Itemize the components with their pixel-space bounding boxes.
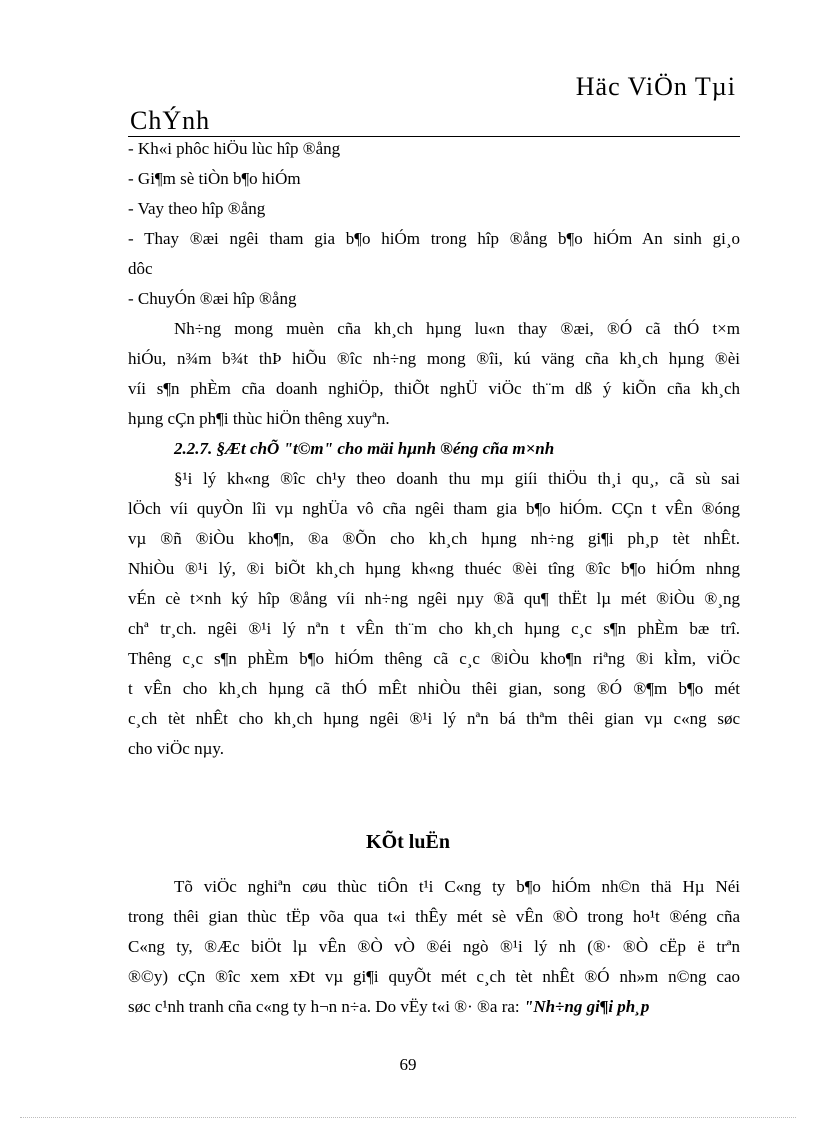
paragraph-line: ®©y) cÇn ®îc xem xÐt vµ gi¶i quyÕt mét c¸ch tèt nhÊt ®Ó nh»m n©ng cao	[128, 967, 740, 986]
header-title-line1: Häc ViÖn Tµi	[575, 72, 736, 101]
paragraph-line: vµ ®ñ ®iÒu kho¶n, ®a ®Õn cho kh¸ch hµng nh÷ng gi¶i ph¸p tèt nhÊt.	[128, 529, 740, 548]
paragraph-text: søc c¹nh tranh cña c«ng ty h¬n n÷a. Do vËy t«i ®· ®a ra:	[128, 997, 524, 1016]
paragraph-line: Thêng c¸c s¶n phÈm b¶o hiÓm thêng cã c¸c ®iÒu kho¶n riªng ®i kÌm, viÖc	[128, 649, 740, 668]
section-heading-conclusion: KÕt luËn	[366, 831, 450, 853]
bullet-item: - Kh«i phôc hiÖu lùc hîp ®ång	[128, 139, 341, 158]
bullet-item: - Gi¶m sè tiÒn b¶o hiÓm	[128, 169, 301, 188]
page-number: 69	[399, 1055, 417, 1074]
paragraph-line: Nh÷ng mong muèn cña kh¸ch hµng lu«n thay ®æi, ®Ó cã thÓ t×m	[174, 319, 740, 338]
paragraph-line: t vÊn cho kh¸ch hµng cã thÓ mÊt nhiÒu thêi gian, song ®Ó ®¶m b¶o mét	[128, 679, 740, 698]
paragraph-line: chª tr¸ch. ngêi ®¹i lý nªn t vÊn th¨m cho kh¸ch hµng c¸c s¶n phÈm bæ trî.	[128, 619, 740, 638]
paragraph-line: lÖch víi quyÒn lîi vµ nghÜa vô cña ngêi tham gia b¶o hiÓm. CÇn t vÊn ®óng	[128, 499, 740, 518]
paragraph-line: Tõ viÖc nghiªn cøu thùc tiÔn t¹i C«ng ty b¶o hiÓm nh©n thä Hµ Néi	[174, 877, 740, 896]
paragraph-line: trong thêi gian thùc tËp võa qua t«i thÊy mét sè vÊn ®Ò trong ho¹t ®éng cña	[128, 907, 740, 926]
paragraph-line	[128, 994, 740, 1020]
header-title	[130, 72, 740, 136]
footer-dotted-line	[20, 1117, 796, 1118]
paragraph-line: C«ng ty, ®Æc biÖt lµ vÊn ®Ò vÒ ®éi ngò ®¹i lý nh (®· ®Ò cËp ë trªn	[128, 937, 740, 956]
bullet-item-continued: dôc	[128, 259, 153, 278]
bullet-item: - ChuyÓn ®æi hîp ®ång	[128, 289, 297, 308]
paragraph-line: NhiÒu ®¹i lý, ®i biÕt kh¸ch hµng kh«ng thuéc ®èi tîng ®îc b¶o hiÓm nhng	[128, 559, 740, 578]
paragraph-line: hµng cÇn ph¶i thùc hiÖn thêng xuyªn.	[128, 409, 390, 428]
bullet-item: - Thay ®æi ngêi tham gia b¶o hiÓm trong hîp ®ång b¶o hiÓm An sinh gi¸o	[128, 229, 740, 248]
paragraph-line: hiÓu, n¾m b¾t thÞ hiÕu ®îc nh÷ng mong ®îi, kú väng cña kh¸ch hµng ®èi	[128, 349, 740, 368]
paragraph-line: c¸ch tèt nhÊt cho kh¸ch hµng ngêi ®¹i lý nªn bá thªm thêi gian vµ c«ng søc	[128, 709, 740, 728]
paragraph-line: vÉn cè t×nh ký hîp ®ång víi nh÷ng ngêi nµy ®ã qu¶ thËt lµ mét ®iÒu ®¸ng	[128, 589, 740, 608]
subheading: 2.2.7. §Æt chÕ "t©m" cho mäi hµnh ®éng cña m×nh	[174, 439, 555, 458]
paragraph-line: víi s¶n phÈm cña doanh nghiÖp, thiÕt nghÜ viÖc th¨m dß ý kiÕn cña kh¸ch	[128, 379, 740, 398]
header-title-line2: ChÝnh	[130, 106, 211, 135]
bullet-item: - Vay theo hîp ®ång	[128, 199, 266, 218]
paragraph-line: cho viÖc nµy.	[128, 739, 225, 758]
emphasis-text: "Nh÷ng gi¶i ph¸p	[523, 997, 650, 1016]
paragraph-line: §¹i lý kh«ng ®îc ch¹y theo doanh thu mµ giíi thiÖu th¸i qu¸, cã sù sai	[174, 469, 740, 488]
